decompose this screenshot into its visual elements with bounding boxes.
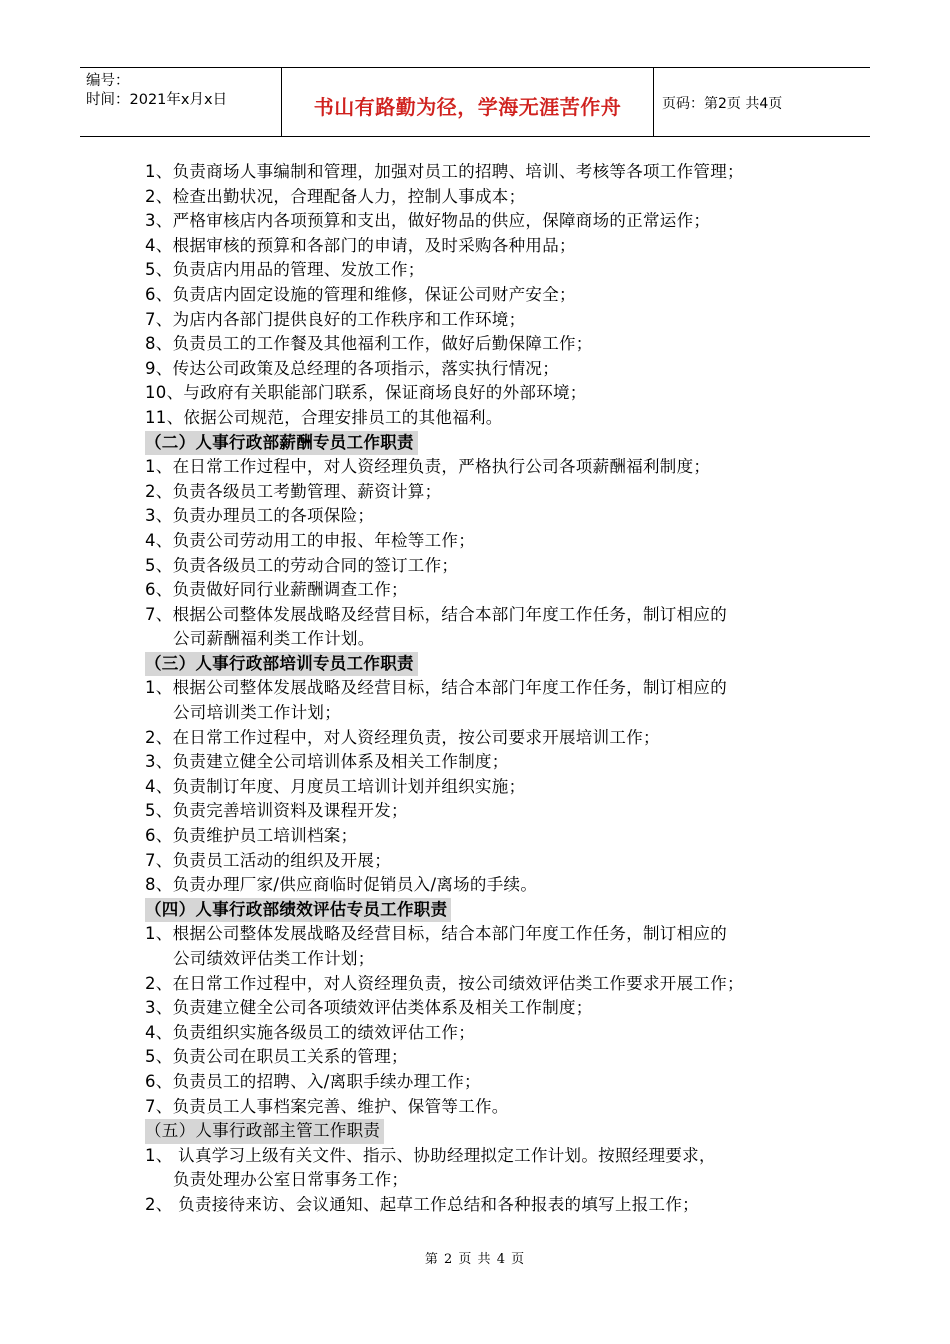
list-item: 1、根据公司整体发展战略及经营目标，结合本部门年度工作任务，制订相应的 (145, 678, 727, 698)
list-item: 5、负责完善培训资料及课程开发； (145, 801, 408, 821)
list-item-continuation: 负责处理办公室日常事务工作； (173, 1170, 409, 1190)
header-motto-cell (282, 68, 654, 136)
list-item: 2、负责各级员工考勤管理、薪资计算； (145, 481, 442, 501)
list-item: 8、负责员工的工作餐及其他福利工作，做好后勤保障工作； (145, 334, 593, 354)
list-item: 7、为店内各部门提供良好的工作秩序和工作环境； (145, 309, 526, 329)
list-item: 2、检查出勤状况，合理配备人力，控制人事成本； (145, 186, 526, 206)
header-meta-cell (80, 68, 282, 136)
list-item: 5、负责店内用品的管理、发放工作； (145, 260, 425, 280)
list-item: 4、根据审核的预算和各部门的申请，及时采购各种用品； (145, 235, 576, 255)
page-footer: 第 2 页 共 4 页 (424, 1252, 526, 1267)
list-item: 11、依据公司规范，合理安排员工的其他福利。 (145, 407, 503, 427)
list-item: 1、 认真学习上级有关文件、指示、协助经理拟定工作计划。按照经理要求， (145, 1145, 716, 1165)
list-item: 6、负责做好同行业薪酬调查工作； (145, 580, 408, 600)
list-item: 1、根据公司整体发展战略及经营目标，结合本部门年度工作任务，制订相应的 (145, 924, 727, 944)
section-heading: （三）人事行政部培训专员工作职责 (145, 652, 418, 677)
list-item: 4、负责组织实施各级员工的绩效评估工作； (145, 1022, 475, 1042)
section-heading-row (145, 898, 845, 923)
list-item: 2、在日常工作过程中，对人资经理负责，按公司要求开展培训工作； (145, 727, 660, 747)
list-item: 3、负责建立健全公司各项绩效评估类体系及相关工作制度； (145, 998, 593, 1018)
list-item: 3、严格审核店内各项预算和支出，做好物品的供应，保障商场的正常运作； (145, 211, 711, 231)
section-heading: （四）人事行政部绩效评估专员工作职责 (145, 898, 451, 923)
list-item: 1、在日常工作过程中，对人资经理负责，严格执行公司各项薪酬福利制度； (145, 457, 711, 477)
section-heading-row (145, 431, 845, 456)
list-item: 6、负责维护员工培训档案； (145, 826, 358, 846)
list-item: 7、负责员工人事档案完善、维护、保管等工作。 (145, 1096, 509, 1116)
document-date-label: 时间：2021年x月x日 (86, 92, 228, 108)
section-heading-row (145, 652, 845, 677)
header-page-info: 页码：第2页 共4页 (662, 96, 783, 112)
header-motto: 书山有路勤为径，学海无涯苦作舟 (313, 94, 622, 119)
list-item: 10、与政府有关职能部门联系，保证商场良好的外部环境； (145, 383, 587, 403)
section-heading: （二）人事行政部薪酬专员工作职责 (145, 431, 418, 456)
document-code-label: 编号： (86, 73, 130, 89)
list-item-continuation: 公司绩效评估类工作计划； (173, 949, 375, 968)
section-heading-row (145, 1119, 845, 1144)
list-item: 7、根据公司整体发展战略及经营目标，结合本部门年度工作任务，制订相应的 (145, 604, 727, 624)
list-item-continuation: 公司薪酬福利类工作计划。 (173, 629, 375, 649)
list-item: 2、在日常工作过程中，对人资经理负责，按公司绩效评估类工作要求开展工作； (145, 973, 744, 993)
list-item: 1、负责商场人事编制和管理，加强对员工的招聘、培训、考核等各项工作管理； (145, 162, 744, 181)
list-item: 8、负责办理厂家/供应商临时促销员入/离场的手续。 (145, 875, 538, 895)
list-item: 7、负责员工活动的组织及开展； (145, 850, 391, 870)
list-item: 5、负责公司在职员工关系的管理； (145, 1047, 408, 1067)
document-body (145, 160, 845, 1218)
list-item: 5、负责各级员工的劳动合同的签订工作； (145, 555, 459, 575)
list-item: 2、 负责接待来访、会议通知、起草工作总结和各种报表的填写上报工作； (145, 1194, 699, 1214)
section-heading: （五）人事行政部主管工作职责 (145, 1119, 384, 1144)
list-item: 6、负责员工的招聘、入/离职手续办理工作； (145, 1071, 481, 1091)
list-item: 6、负责店内固定设施的管理和维修，保证公司财产安全； (145, 284, 576, 304)
list-item: 9、传达公司政策及总经理的各项指示，落实执行情况； (145, 358, 559, 378)
list-item-continuation: 公司培训类工作计划； (173, 703, 341, 723)
list-item: 4、负责制订年度、月度员工培训计划并组织实施； (145, 776, 526, 796)
list-item: 3、负责办理员工的各项保险； (145, 506, 375, 526)
document-header (80, 67, 870, 137)
list-item: 3、负责建立健全公司培训体系及相关工作制度； (145, 752, 509, 772)
list-item: 4、负责公司劳动用工的申报、年检等工作； (145, 530, 475, 550)
header-page-cell (654, 68, 870, 136)
